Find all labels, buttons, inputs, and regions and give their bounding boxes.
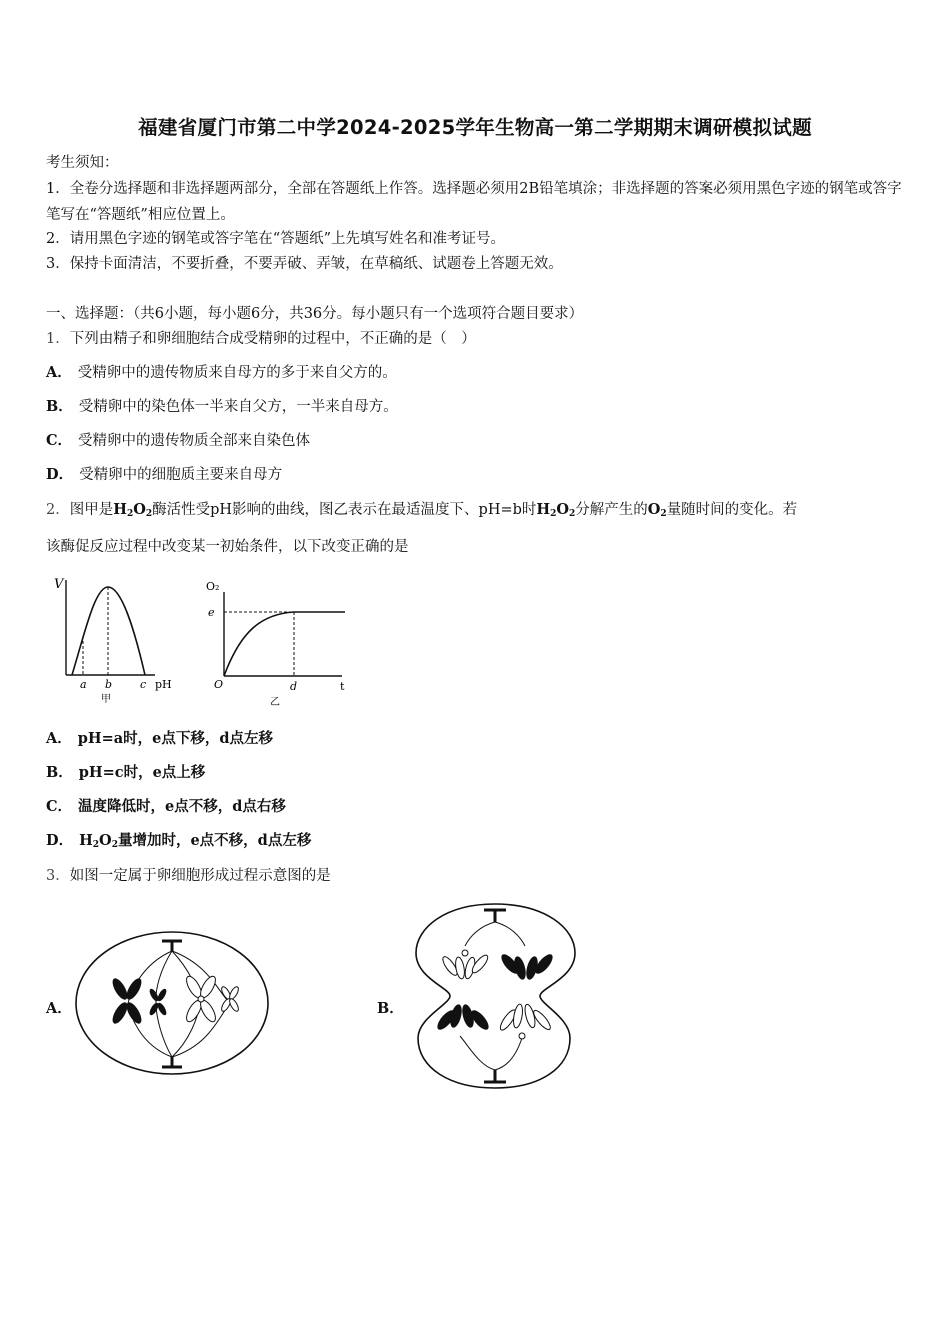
graph-jia-tick-b: b (105, 678, 113, 691)
chromosome-light-large (184, 974, 219, 1024)
graph-jia (50, 572, 185, 704)
chromosomes-bottom-light (498, 1003, 553, 1039)
q1-option-a[interactable]: A． 受精卵中的遗传物质来自母方的多于来自父方的。 (46, 364, 397, 381)
chromosomes-bottom-dark (434, 1003, 491, 1032)
notice-item-3: 3．保持卡面清洁，不要折叠，不要弄破、弄皱，在草稿纸、试题卷上答题无效。 (46, 256, 563, 272)
question-2-stem: 2．图甲是$H_2O_2$酶活性受pH影响的曲线，图乙表示在最适温度下、pH=b时$H_2O_2$分解产生的$O_2$量随时间的变化。若 (46, 501, 798, 519)
q2-option-d[interactable]: D． $H_2O_2$量增加时，e点不移，d点左移 (46, 832, 312, 850)
graph-yi-origin: O (214, 678, 224, 691)
graph-yi-level-e: e (208, 606, 215, 619)
notice-item-1: 1．全卷分选择题和非选择题两部分，全部在答题纸上作答。选择题必须用2B铅笔填涂；非选择题的答案必须用黑色字迹的钢笔或答字笔写在“答题纸”相应位置上。 (46, 181, 902, 223)
spindle-fibers (128, 951, 230, 1057)
graph-yi-ylabel: O₂ (206, 580, 220, 593)
question-1-stem: 1．下列由精子和卵细胞结合成受精卵的过程中，不正确的是（ ） (46, 331, 476, 347)
graph-jia-caption: 甲 (101, 694, 111, 704)
graph-jia-tick-c: c (140, 678, 147, 691)
graph-yi-tick-d: d (290, 680, 298, 693)
q2-option-b[interactable]: B． pH=c时，e点上移 (46, 764, 206, 781)
chromosome-dark-large (110, 976, 145, 1026)
graph-jia-ylabel: V (54, 577, 64, 592)
question-3-stem: 3．如图一定属于卵细胞形成过程示意图的是 (46, 868, 331, 884)
q3-option-b[interactable]: B． (377, 1000, 404, 1017)
page-title: 福建省厦门市第二中学2024-2025学年生物高一第二学期期末调研模拟试题 (138, 116, 812, 139)
q2-option-c[interactable]: C． 温度降低时，e点不移，d点右移 (46, 798, 286, 815)
chromosomes-top-dark (498, 952, 555, 981)
question-number: 1． (46, 331, 70, 347)
notice-heading: 考生须知： (46, 155, 119, 171)
chromosomes-top-light (440, 950, 490, 980)
chromosome-dark-small (148, 987, 168, 1016)
chromosome-light-small (220, 985, 240, 1012)
cell-figure-a (70, 925, 275, 1085)
q1-option-c[interactable]: C． 受精卵中的遗传物质全部来自染色体 (46, 432, 311, 449)
graph-jia-tick-a: a (80, 678, 87, 691)
q2-option-a[interactable]: A． pH=a时，e点下移，d点左移 (46, 730, 274, 747)
cell-membrane (76, 932, 268, 1074)
graph-yi (200, 578, 355, 708)
cell-figure-b (410, 898, 580, 1093)
q1-option-b[interactable]: B． 受精卵中的染色体一半来自父方，一半来自母方。 (46, 398, 398, 415)
graph-yi-caption: 乙 (270, 697, 280, 708)
spindle-fibers (460, 922, 525, 1070)
graph-yi-curve (224, 612, 345, 676)
q3-option-a[interactable]: A． (46, 1000, 72, 1017)
q1-option-d[interactable]: D． 受精卵中的细胞质主要来自母方 (46, 466, 283, 483)
dividing-cell-membrane (416, 904, 575, 1088)
graph-yi-xlabel: t (340, 680, 345, 693)
graph-jia-xlabel: pH (155, 678, 172, 691)
section-heading: 一、选择题：（共6小题，每小题6分，共36分。每小题只有一个选项符合题目要求） (46, 306, 584, 322)
notice-item-2: 2．请用黑色字迹的钢笔或答字笔在“答题纸”上先填写姓名和准考证号。 (46, 231, 506, 247)
question-2-stem-line2: 该酶促反应过程中改变某一初始条件，以下改变正确的是 (46, 539, 409, 555)
